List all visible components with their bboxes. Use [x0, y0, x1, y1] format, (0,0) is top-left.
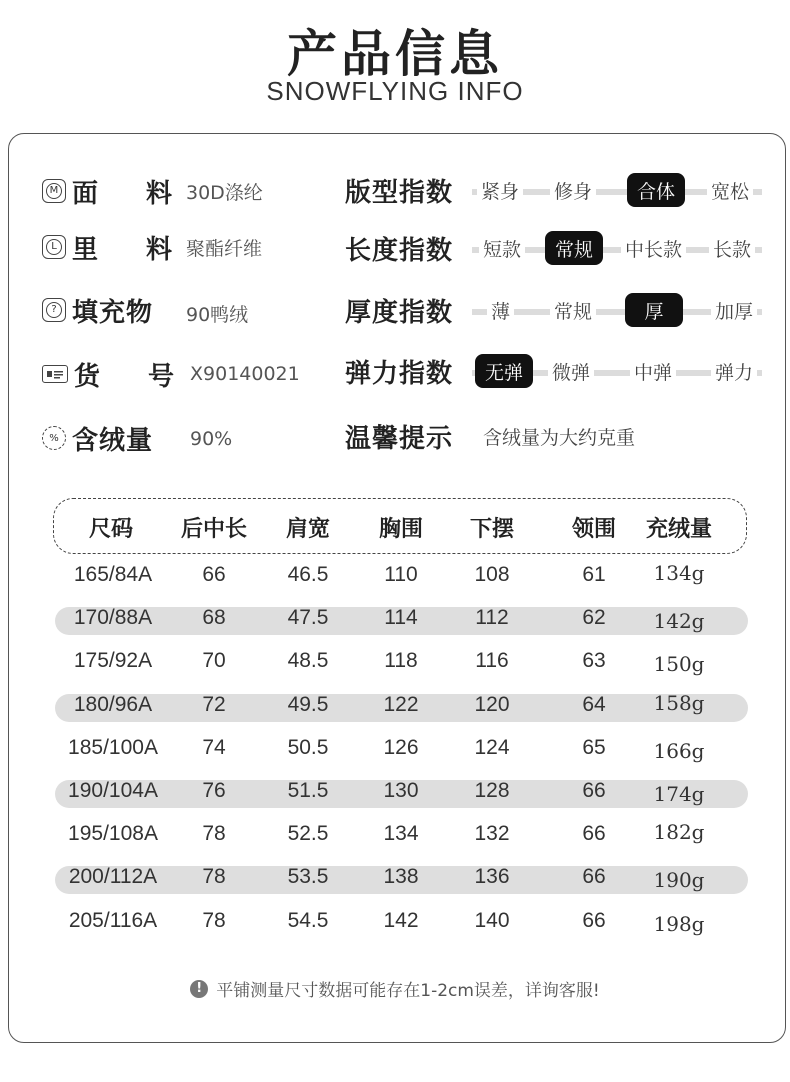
table-cell: 78 — [202, 865, 226, 888]
table-cell: 62 — [582, 606, 606, 629]
table-cell: 138 — [383, 865, 419, 888]
table-cell: 114 — [384, 606, 418, 629]
index-option: 常规 — [550, 293, 596, 327]
index-option: 短款 — [479, 231, 525, 265]
footnote-text: 平铺测量尺寸数据可能存在1-2cm误差，详询客服! — [216, 981, 600, 1001]
footnote — [0, 976, 790, 1001]
table-cell: 66 — [202, 563, 226, 586]
spec-filling-value: 90鸭绒 — [186, 304, 249, 326]
column-header: 尺码 — [88, 517, 134, 542]
table-cell: 66 — [582, 909, 606, 932]
table-cell: 124 — [474, 736, 510, 759]
table-cell: 128 — [474, 779, 510, 802]
table-cell: 54.5 — [287, 909, 329, 932]
table-cell: 110 — [384, 563, 418, 586]
table-cell: 200/112A — [68, 865, 158, 888]
index-option: 紧身 — [477, 173, 523, 207]
table-cell: 190g — [653, 868, 705, 892]
table-cell: 185/100A — [68, 736, 158, 759]
table-cell: 66 — [582, 822, 606, 845]
index-option: 弹力 — [711, 354, 757, 388]
table-cell: 78 — [202, 822, 226, 845]
spec-lining: L 里 料 聚酯纤维 — [42, 227, 172, 267]
table-cell: 74 — [202, 736, 226, 759]
table-cell: 166g — [653, 739, 705, 763]
table-cell: 76 — [202, 779, 226, 802]
index-option-selected: 厚 — [625, 293, 683, 327]
table-cell: 165/84A — [73, 563, 153, 586]
table-cell: 120 — [474, 693, 510, 716]
page-subtitle: SNOWFLYING INFO — [266, 76, 524, 106]
column-header: 下摆 — [469, 517, 515, 542]
table-cell: 70 — [202, 649, 226, 672]
table-cell: 190/104A — [68, 779, 158, 802]
index-length: 长度指数 短款 常规 中长款 长款 — [345, 228, 470, 268]
column-header: 肩宽 — [285, 517, 331, 542]
table-cell: 53.5 — [287, 865, 329, 888]
table-cell: 66 — [582, 865, 606, 888]
spec-filling: ? 填充物 90鸭绒 — [42, 290, 172, 330]
index-option: 微弹 — [548, 354, 594, 388]
product-info-card — [8, 133, 786, 1043]
spec-item-number: 货 号 X90140021 — [42, 354, 174, 394]
index-option: 薄 — [487, 293, 514, 327]
table-cell: 116 — [475, 649, 509, 672]
spec-down-content: % 含绒量 90% — [42, 418, 172, 458]
table-cell: 134 — [383, 822, 419, 845]
table-cell: 174g — [653, 782, 705, 806]
reminder-text: 含绒量为大约克重 — [483, 426, 636, 449]
question-icon: ? — [42, 298, 66, 322]
index-option: 中长款 — [621, 231, 686, 265]
table-cell: 126 — [383, 736, 419, 759]
table-cell: 142g — [653, 609, 705, 633]
spec-lining-value: 聚酯纤维 — [186, 237, 263, 260]
l-icon: L — [42, 235, 66, 259]
column-header: 胸围 — [378, 517, 424, 542]
table-cell: 118 — [384, 649, 418, 672]
table-cell: 47.5 — [287, 606, 329, 629]
spec-down-content-value: 90% — [190, 428, 233, 450]
percent-icon: % — [42, 426, 66, 450]
index-option: 修身 — [550, 173, 596, 207]
table-cell: 61 — [582, 563, 606, 586]
index-fit: 版型指数 紧身 修身 合体 宽松 — [345, 170, 470, 210]
column-header: 领围 — [571, 517, 617, 542]
table-cell: 150g — [653, 652, 705, 676]
table-cell: 195/108A — [68, 822, 158, 845]
table-cell: 134g — [653, 561, 705, 585]
table-cell: 136 — [474, 865, 510, 888]
spec-fabric: M 面 料 30D涤纶 — [42, 171, 172, 211]
index-option-selected: 合体 — [627, 173, 685, 207]
index-option: 长款 — [709, 231, 755, 265]
table-cell: 63 — [582, 649, 606, 672]
table-cell: 49.5 — [287, 693, 329, 716]
table-cell: 46.5 — [287, 563, 329, 586]
table-cell: 51.5 — [287, 779, 329, 802]
reminder: 温馨提示 含绒量为大约克重 — [345, 423, 636, 454]
table-cell: 48.5 — [287, 649, 329, 672]
table-cell: 72 — [202, 693, 226, 716]
table-cell: 122 — [383, 693, 419, 716]
table-cell: 132 — [474, 822, 510, 845]
spec-item-number-value: X90140021 — [190, 363, 300, 385]
spec-fabric-value: 30D涤纶 — [186, 181, 263, 204]
table-cell: 65 — [582, 736, 606, 759]
table-cell: 64 — [582, 693, 606, 716]
table-cell: 170/88A — [73, 606, 153, 629]
column-header: 充绒量 — [645, 517, 713, 542]
index-option: 加厚 — [711, 293, 757, 327]
table-cell: 112 — [475, 606, 509, 629]
table-cell: 68 — [202, 606, 226, 629]
index-thickness: 厚度指数 薄 常规 厚 加厚 — [345, 290, 470, 330]
index-elasticity: 弹力指数 无弹 微弹 中弹 弹力 — [345, 351, 470, 391]
table-cell: 66 — [582, 779, 606, 802]
table-cell: 52.5 — [287, 822, 329, 845]
m-icon: M — [42, 179, 66, 203]
warning-icon: ! — [190, 980, 208, 998]
index-option-selected: 无弹 — [475, 354, 533, 388]
table-cell: 140 — [474, 909, 510, 932]
table-cell: 205/116A — [68, 909, 158, 932]
table-cell: 130 — [383, 779, 419, 802]
table-cell: 158g — [653, 691, 705, 715]
index-option: 中弹 — [630, 354, 676, 388]
column-header: 后中长 — [180, 517, 248, 542]
table-cell: 142 — [383, 909, 419, 932]
table-cell: 182g — [653, 820, 705, 844]
id-card-icon — [42, 365, 68, 383]
table-cell: 50.5 — [287, 736, 329, 759]
table-cell: 180/96A — [73, 693, 153, 716]
table-cell: 78 — [202, 909, 226, 932]
table-cell: 175/92A — [73, 649, 153, 672]
page-title: 产品信息 — [287, 25, 503, 83]
index-option-selected: 常规 — [545, 231, 603, 265]
index-option: 宽松 — [707, 173, 753, 207]
table-cell: 108 — [474, 563, 510, 586]
table-cell: 198g — [653, 912, 705, 936]
